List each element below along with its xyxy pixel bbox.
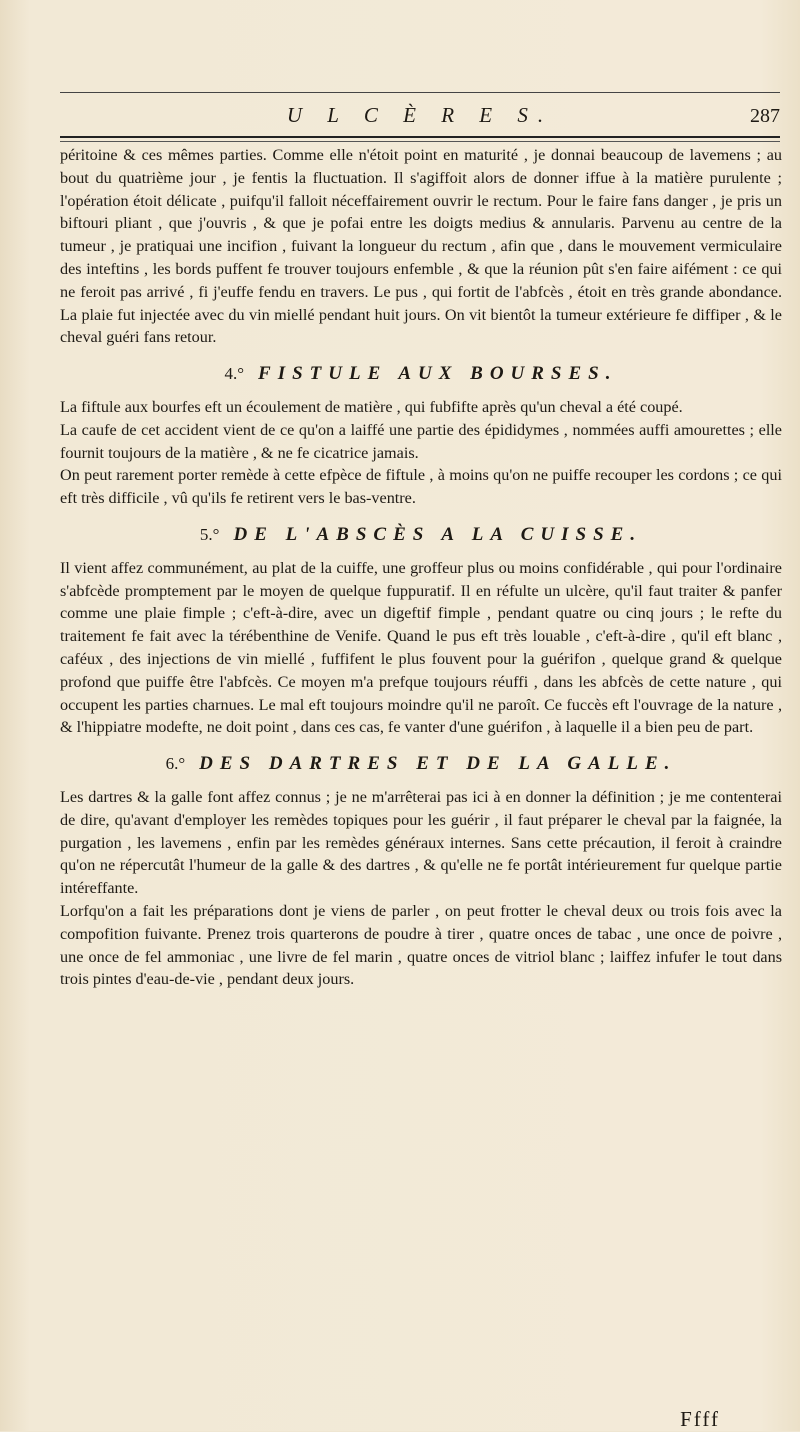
section-heading-5 bbox=[60, 524, 782, 547]
signature-mark: Ffff bbox=[680, 1407, 720, 1431]
page-header bbox=[60, 103, 780, 133]
section-heading-6 bbox=[60, 753, 782, 776]
page-body bbox=[60, 144, 782, 991]
section-title-6: DES DARTRES ET DE LA GALLE. bbox=[199, 753, 677, 775]
section-number-4: 4.° bbox=[224, 364, 245, 384]
paragraph-4: On peut rarement porter remède à cette efpèce de fiftule , à moins qu'on ne puiffe recouper les cordons ; ce qui eft très difficile , vû qu'ils fe retirent vers le bas-ventre. bbox=[60, 466, 782, 508]
section-title-4: FISTULE AUX BOURSES. bbox=[258, 363, 618, 385]
paragraph-2: La fiftule aux bourfes eft un écoulement de matière , qui fubfifte après qu'un cheval a été coupé. bbox=[60, 397, 683, 416]
paragraph-7: Lorfqu'on a fait les préparations dont je viens de parler , on peut frotter le cheval deux ou trois fois avec la compofition fuivante. Prenez trois quarterons de poudre à tirer , quatre onces de tabac , une once de poivre , une once de fel ammoniac , une livre de fel marin , quatre onces de vitriol blanc ; laiffez infufer le tout dans trois pintes d'eau-de-vie , pendant deux jours. bbox=[60, 901, 782, 989]
running-title: U L C È R E S. bbox=[286, 103, 554, 127]
section-heading-4 bbox=[60, 363, 782, 386]
section-number-6: 6.° bbox=[165, 754, 186, 774]
section-title-5: DE L'ABSCÈS A LA CUISSE. bbox=[233, 523, 643, 545]
page-number: 287 bbox=[750, 105, 780, 127]
section-number-5: 5.° bbox=[199, 524, 220, 544]
paragraph-1: péritoine & ces mêmes parties. Comme elle n'étoit point en maturité , je donnai beaucoup de lavemens ; au bout du quatrième jour , je fentis la fluctuation. Il s'agiffoit alors de donner iffue à la matière purulente ; l'opération étoit délicate , puifqu'il falloit néceffairement ouvrir le rectum. Pour le faire fans danger , je pris un biftouri pliant , que j'ouvris , & que je pofai entre les doigts medius & annularis. Parvenu au centre de la tumeur , je pratiquai une incifion , fuivant la longueur du rectum , afin que , dans le mouvement vermiculaire des inteftins , les bords puffent fe trouver toujours enfemble , & que la réunion pût s'en faire aifément : ce qui ne feroit pas arrivé , fi j'euffe fendu en travers. Le pus , qui fortit de l'abfcès , étoit en très grande abondance. La plaie fut injectée avec du vin miellé pendant huit jours. On vit bientôt la tumeur extérieure fe diffiper , & le cheval guéri fans retour. bbox=[60, 146, 782, 347]
header-rule bbox=[60, 136, 780, 142]
paragraph-5: Il vient affez communément, au plat de la cuiffe, une groffeur plus ou moins confidérable , qui pour l'ordinaire s'abfcède promptement par le moyen de quelque fuppuratif. Il en réfulte un ulcère, qu'il faut traiter & panfer comme une plaie fimple ; c'eft-à-dire, avec un digeftif fimple , pendant quatre ou cinq jours ; le refte du traitement fe fait avec la térébenthine de Venife. Quand le pus eft très louable , c'eft-à-dire , qu'il eft blanc , caféux , des injections de vin miellé , fuffifent le plus fouvent pour la guérifon , quelque grand & quelque profond que puiffe être l'abfcès. Ce moyen m'a prefque toujours réuffi , dans les abfcès de cette nature , qui occupent les parties charnues. Le mal eft toujours moindre qu'il ne paroît. Ce fuccès eft l'ouvrage de la nature , & l'hippiatre modefte, ne doit point , dans ces cas, fe vanter d'une guérifon , à laquelle il a bien peu de part. bbox=[60, 558, 782, 737]
paragraph-6: Les dartres & la galle font affez connus ; je ne m'arrêterai pas ici à en donner la définition ; je me contenterai de dire, qu'avant d'employer les remèdes topiques pour les guérir , il faut préparer le cheval par la faignée, la purgation , les lavemens , enfin par les remèdes généraux internes. Sans cette précaution, il feroit à craindre qu'on ne répercutât l'humeur de la galle & des dartres , & qu'elle ne fe portât intérieurement fur quelque partie intéreffante. bbox=[60, 787, 782, 898]
paragraph-3: La caufe de cet accident vient de ce qu'on a laiffé une partie des épididymes , nommées auffi amourettes ; elle fournit toujours de la matière , & ne fe cicatrice jamais. bbox=[60, 420, 782, 462]
top-rule bbox=[60, 92, 780, 93]
